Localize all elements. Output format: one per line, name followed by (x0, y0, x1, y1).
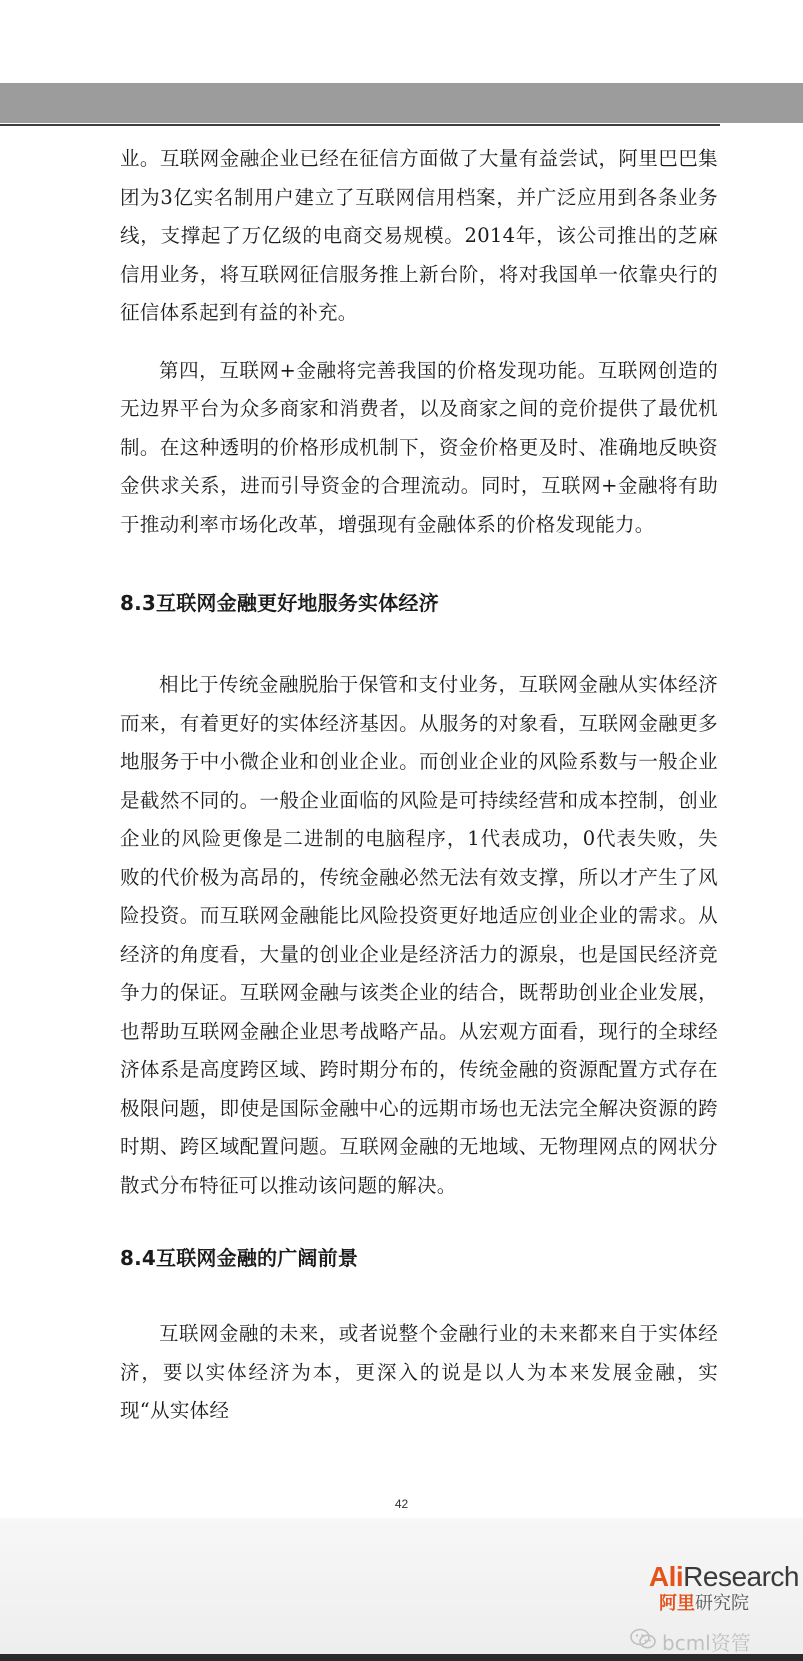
section-heading-8-4: 8.4互联网金融的广阔前景 (120, 1246, 359, 1270)
header-rule (0, 124, 720, 126)
header-band (0, 83, 803, 123)
logo-ali-text: Ali (648, 1561, 684, 1592)
aliresearch-logo (649, 1562, 799, 1622)
wechat-icon (630, 1628, 656, 1654)
paragraph-credit-system: 业。互联网金融企业已经在征信方面做了大量有益尝试，阿里巴巴集团为3亿实名制用户建立了互联网信用档案，并广泛应用到各条业务线，支撑起了万亿级的电商交易规模。2014年，该公司推出的芝麻信用业务，将互联网征信服务推上新台阶，将对我国单一依靠央行的征信体系起到有益的补充。 (120, 147, 718, 324)
section-heading-8-4-wrap (120, 1243, 718, 1273)
wechat-watermark (630, 1628, 751, 1654)
page-number: 42 (394, 1497, 409, 1511)
logo-sub-accent: 阿里 (659, 1593, 695, 1613)
logo-wordmark (649, 1562, 799, 1592)
logo-research-text: Research (683, 1561, 799, 1592)
footer-rule (0, 1654, 803, 1661)
section-heading-8-3: 8.3互联网金融更好地服务实体经济 (120, 591, 439, 615)
watermark-text: bcml资管 (662, 1630, 751, 1655)
paragraph-real-economy: 相比于传统金融脱胎于保管和支付业务，互联网金融从实体经济而来，有着更好的实体经济基因。从服务的对象看，互联网金融更多地服务于中小微企业和创业企业。而创业企业的风险系数与一般企业是截然不同的。一般企业面临的风险是可持续经营和成本控制，创业企业的风险更像是二进制的电脑程序，1代表成功，0代表失败，失败的代价极为高昂的，传统金融必然无法有效支撑，所以才产生了风险投资。而互联网金融能比风险投资更好地适应创业企业的需求。从经济的角度看，大量的创业企业是经济活力的源泉，也是国民经济竞争力的保证。互联网金融与该类企业的结合，既帮助创业企业发展，也帮助互联网金融企业思考战略产品。从宏观方面看，现行的全球经济体系是高度跨区域、跨时期分布的，传统金融的资源配置方式存在极限问题，即使是国际金融中心的远期市场也无法完全解决资源的跨时期、跨区域配置问题。互联网金融的无地域、无物理网点的网状分散式分布特征可以推动该问题的解决。 (120, 673, 718, 1197)
logo-sub-plain: 研究院 (695, 1593, 749, 1613)
section-heading-8-3-wrap (120, 588, 718, 618)
logo-subtitle (659, 1592, 749, 1614)
page-content (120, 140, 718, 1431)
paragraph-price-discovery: 第四，互联网+金融将完善我国的价格发现功能。互联网创造的无边界平台为众多商家和消费者，以及商家之间的竞价提供了最优机制。在这种透明的价格形成机制下，资金价格更及时、准确地反映资金供求关系，进而引导资金的合理流动。同时，互联网+金融将有助于推动利率市场化改革，增强现有金融体系的价格发现能力。 (120, 358, 718, 536)
paragraph-future-outlook: 互联网金融的未来，或者说整个金融行业的未来都来自于实体经济，要以实体经济为本，更深入的说是以人为本来发展金融，实现“从实体经 (120, 1322, 718, 1422)
